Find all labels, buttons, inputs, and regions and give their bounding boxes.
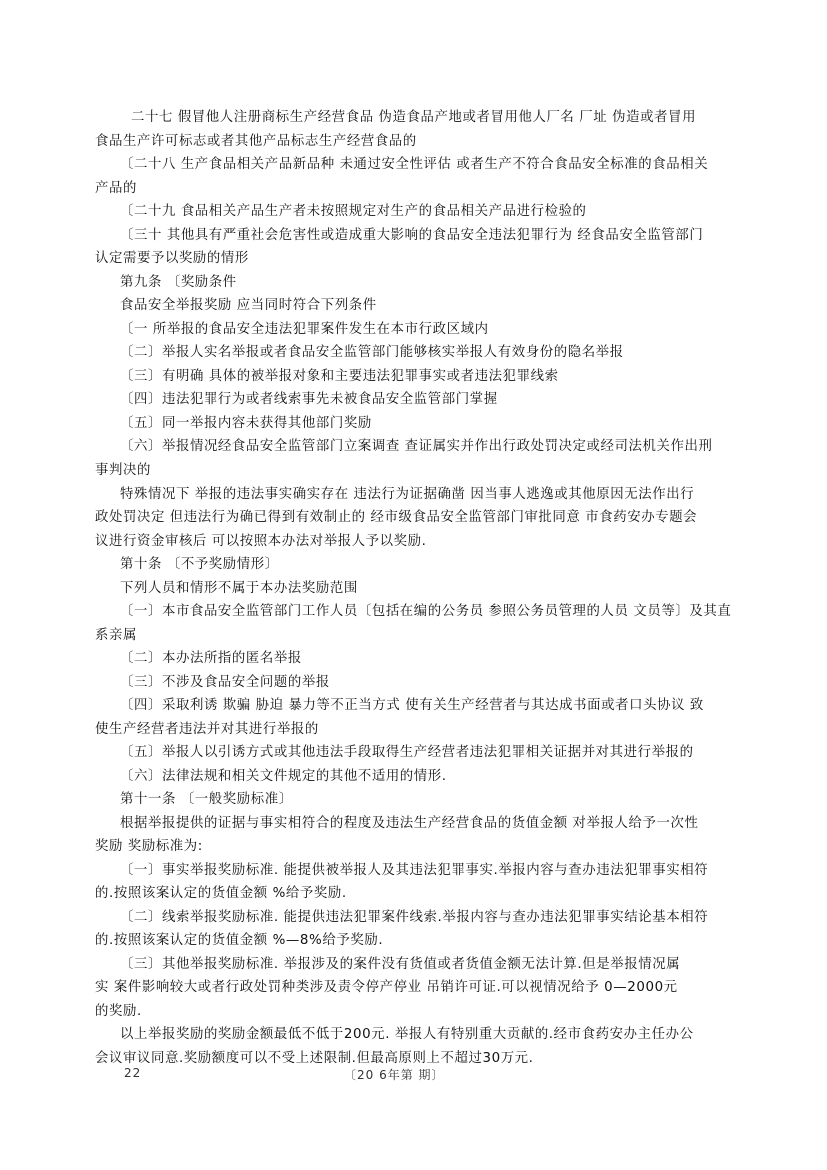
text-line: 第九条 〔奖励条件 [120,275,237,290]
text-line: 特殊情况下 举报的违法事实确实存在 违法行为证据确凿 因当事人逃逸或其他原因无法作出行 [120,487,695,502]
text-line: 第十条 〔不予奖励情形〕 [120,557,279,572]
page-number: 22 [124,1066,142,1080]
text-line: 〔二〕本办法所指的匿名举报 [120,651,302,666]
text-line: 〔四〕采取利诱 欺骗 胁迫 暴力等不正当方式 使有关生产经营者与其达成书面或者口头协议 致 [120,698,704,713]
text-line: 〔三〕有明确 具体的被举报对象和主要违法犯罪事实或者违法犯罪线索 [120,369,559,384]
text-line: 食品生产许可标志或者其他产品标志生产经营食品的 [95,134,417,149]
text-line: 〔三〕不涉及食品安全问题的举报 [120,675,330,690]
text-line: 〔三〕其他举报奖励标准. 举报涉及的案件没有货值或者货值金额无法计算.但是举报情况属 [120,957,681,972]
text-line: 〔六〕法律法规和相关文件规定的其他不适用的情形. [120,769,447,784]
text-line: 下列人员和情形不属于本办法奖励范围 [120,581,358,596]
text-line: 〔一〕事实举报奖励标准. 能提供被举报人及其违法犯罪事实.举报内容与查办违法犯罪事实相符 [120,863,709,878]
text-line: 使生产经营者违法并对其进行举报的 [95,722,319,737]
text-line: 的.按照该案认定的货值金额 %给予奖励. [95,886,347,901]
text-line: 第十一条 〔一般奖励标准〕 [120,792,293,807]
text-line: 认定需要予以奖励的情形 [95,251,249,266]
text-line: 〔二〕举报人实名举报或者食品安全监管部门能够核实举报人有效身份的隐名举报 [120,345,624,360]
text-line: 〔一〕本市食品安全监管部门工作人员〔包括在编的公务员 参照公务员管理的人员 文员等〕及其直 [120,604,732,619]
text-line: 事判决的 [95,463,151,478]
text-line: 食品安全举报奖励 应当同时符合下列条件 [120,298,377,313]
text-line: 〔一 所举报的食品安全违法犯罪案件发生在本市行政区域内 [120,322,489,337]
text-line: 政处罚决定 但违法行为确已得到有效制止的 经市级食品安全监管部门审批同意 市食药安办专题会 [95,510,698,525]
text-line: 根据举报提供的证据与事实相符合的程度及违法生产经营食品的货值金额 对举报人给予一次性 [120,816,699,831]
text-line: 以上举报奖励的奖励金额最低不低于200元. 举报人有特别重大贡献的.经市食药安办主任办公 [120,1027,694,1042]
text-line: 的奖励. [95,1004,142,1019]
text-line: 〔六〕举报情况经食品安全监管部门立案调查 查证属实并作出行政处罚决定或经司法机关作出刑 [120,439,713,454]
text-line: 〔三十 其他具有严重社会危害性或造成重大影响的食品安全违法犯罪行为 经食品安全监管部门 [120,228,704,243]
issue-label: 〔20 6年第 期〕 [344,1068,445,1082]
text-line: 二十七 假冒他人注册商标生产经营食品 伪造食品产地或者冒用他人厂名 厂址 伪造或者冒用 [131,110,697,125]
text-line: 〔五〕同一举报内容未获得其他部门奖励 [120,416,372,431]
text-line: 〔二十八 生产食品相关产品新品种 未通过安全性评估 或者生产不符合食品安全标准的食品相关 [120,157,709,172]
text-line: 〔二十九 食品相关产品生产者未按照规定对生产的食品相关产品进行检验的 [120,204,587,219]
text-line: 的.按照该案认定的货值金额 %—8%给予奖励. [95,933,384,948]
text-line: 议进行资金审核后 可以按照本办法对举报人予以奖励. [95,534,427,549]
text-line: 产品的 [95,181,137,196]
text-line: 实 案件影响较大或者行政处罚种类涉及责令停产停业 吊销许可证.可以视情况给予 0—2000元 [95,980,678,995]
text-line: 奖励 奖励标准为: [95,839,203,854]
text-line: 会议审议同意.奖励额度可以不受上述限制.但最高原则上不超过30万元. [95,1051,534,1066]
text-line: 系亲属 [95,628,137,643]
text-line: 〔五〕举报人以引诱方式或其他违法手段取得生产经营者违法犯罪相关证据并对其进行举报的 [120,745,694,760]
text-line: 〔四〕违法犯罪行为或者线索事先未被食品安全监管部门掌握 [120,392,498,407]
text-line: 〔二〕线索举报奖励标准. 能提供违法犯罪案件线索.举报内容与查办违法犯罪事实结论基本相符 [120,910,709,925]
